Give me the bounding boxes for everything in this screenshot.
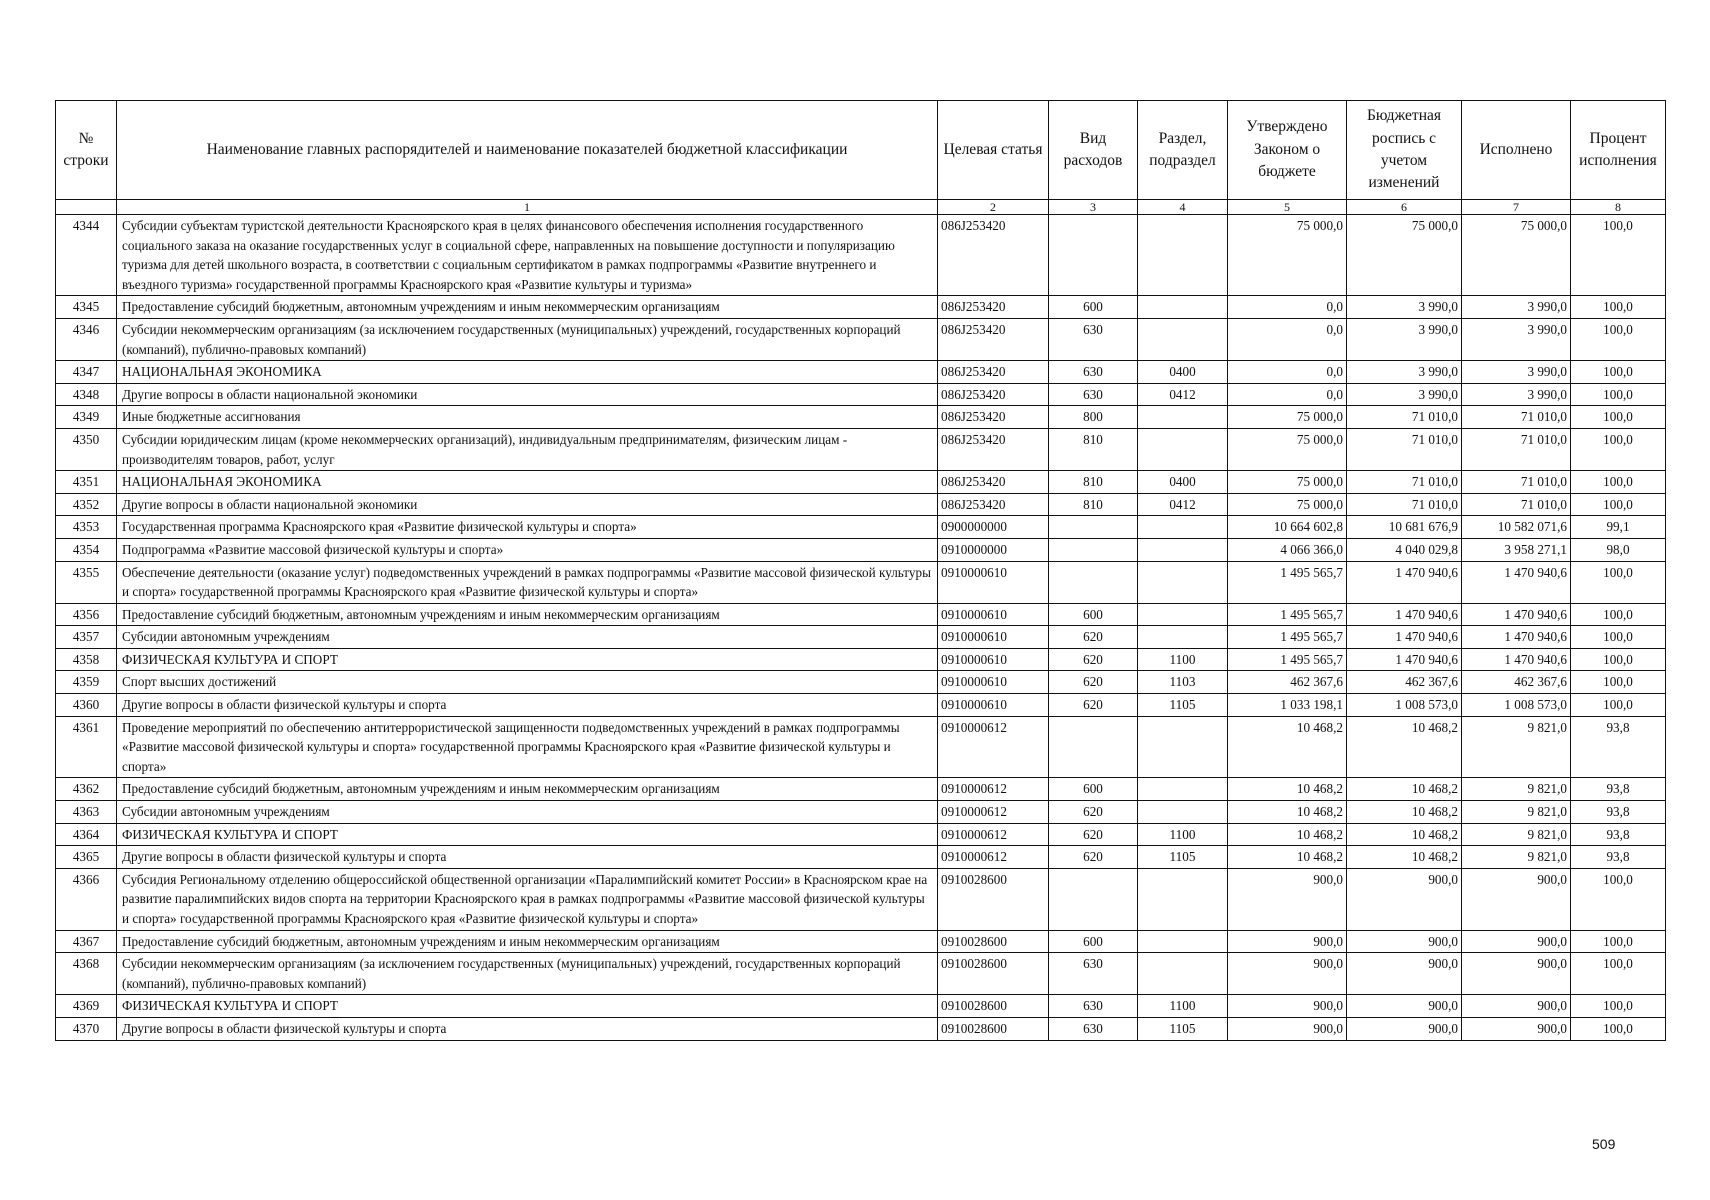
budget-list-cell: 10 468,2 (1347, 846, 1462, 869)
table-row (56, 516, 1666, 539)
column-number: 2 (938, 200, 1049, 215)
target-article-cell: 086J253420 (938, 318, 1049, 360)
expense-type-cell: 630 (1049, 318, 1138, 360)
row-name-cell: Субсидии юридическим лицам (кроме некоммерческих организаций), индивидуальным предпринимателям, физическим лицам - производителям товаров, работ, услуг (117, 428, 938, 470)
header-row (56, 101, 1666, 200)
approved-cell: 10 468,2 (1228, 778, 1347, 801)
budget-list-cell: 3 990,0 (1347, 296, 1462, 319)
approved-cell: 75 000,0 (1228, 428, 1347, 470)
section-cell (1138, 603, 1228, 626)
budget-list-cell: 71 010,0 (1347, 428, 1462, 470)
approved-cell: 900,0 (1228, 1017, 1347, 1040)
row-name-cell: Другие вопросы в области физической культуры и спорта (117, 1017, 938, 1040)
percent-cell: 93,8 (1571, 823, 1666, 846)
row-name-cell: НАЦИОНАЛЬНАЯ ЭКОНОМИКА (117, 361, 938, 384)
approved-cell: 0,0 (1228, 318, 1347, 360)
table-row (56, 538, 1666, 561)
executed-cell: 462 367,6 (1462, 671, 1571, 694)
target-article-cell: 0910000612 (938, 778, 1049, 801)
row-name-cell: Предоставление субсидий бюджетным, автономным учреждениям и иным некоммерческим организациям (117, 778, 938, 801)
section-cell (1138, 215, 1228, 296)
expense-type-cell: 630 (1049, 361, 1138, 384)
table-row (56, 846, 1666, 869)
row-number-cell: 4349 (56, 406, 117, 429)
executed-cell: 9 821,0 (1462, 778, 1571, 801)
table-row (56, 648, 1666, 671)
section-cell: 0412 (1138, 493, 1228, 516)
row-number-cell: 4353 (56, 516, 117, 539)
executed-cell: 10 582 071,6 (1462, 516, 1571, 539)
section-cell (1138, 716, 1228, 778)
column-number: 8 (1571, 200, 1666, 215)
budget-list-cell: 3 990,0 (1347, 361, 1462, 384)
expense-type-cell: 630 (1049, 383, 1138, 406)
approved-cell: 75 000,0 (1228, 471, 1347, 494)
executed-cell: 900,0 (1462, 868, 1571, 930)
header-row-number: № строки (56, 101, 117, 200)
column-number-row (56, 200, 1666, 215)
expense-type-cell: 600 (1049, 778, 1138, 801)
row-name-cell: Подпрограмма «Развитие массовой физической культуры и спорта» (117, 538, 938, 561)
table-row (56, 1017, 1666, 1040)
table-row (56, 671, 1666, 694)
header-expense-type: Вид расходов (1049, 101, 1138, 200)
section-cell (1138, 778, 1228, 801)
target-article-cell: 086J253420 (938, 428, 1049, 470)
row-name-cell: Обеспечение деятельности (оказание услуг) подведомственных учреждений в рамках подпрограммы «Развитие массовой физической культуры и спорта» государственной программы Красноярского края «Развитие физической культуры и спорта» (117, 561, 938, 603)
section-cell (1138, 516, 1228, 539)
target-article-cell: 0910000612 (938, 716, 1049, 778)
approved-cell: 1 495 565,7 (1228, 561, 1347, 603)
table-row (56, 493, 1666, 516)
budget-list-cell: 3 990,0 (1347, 383, 1462, 406)
target-article-cell: 0910028600 (938, 1017, 1049, 1040)
expense-type-cell (1049, 716, 1138, 778)
approved-cell: 10 468,2 (1228, 716, 1347, 778)
budget-list-cell: 10 468,2 (1347, 823, 1462, 846)
column-number (56, 200, 117, 215)
table-row (56, 318, 1666, 360)
budget-list-cell: 900,0 (1347, 868, 1462, 930)
executed-cell: 1 470 940,6 (1462, 603, 1571, 626)
target-article-cell: 086J253420 (938, 296, 1049, 319)
row-name-cell: Субсидии субъектам туристской деятельности Красноярского края в целях финансового обеспечения исполнения государственного социального заказа на оказание государственных услуг в социальной сфере, направленных на повышение доступности и популяризацию туризма для детей школьного возраста, в соответствии с социальным сертификатом в рамках подпрограммы «Развитие внутреннего и въездного туризма» государственной программы Красноярского края «Развитие культуры и туризма» (117, 215, 938, 296)
budget-list-cell: 1 470 940,6 (1347, 603, 1462, 626)
row-number-cell: 4350 (56, 428, 117, 470)
approved-cell: 10 664 602,8 (1228, 516, 1347, 539)
percent-cell: 100,0 (1571, 471, 1666, 494)
approved-cell: 10 468,2 (1228, 823, 1347, 846)
section-cell (1138, 953, 1228, 995)
budget-list-cell: 900,0 (1347, 995, 1462, 1018)
executed-cell: 3 990,0 (1462, 361, 1571, 384)
row-name-cell: Предоставление субсидий бюджетным, автономным учреждениям и иным некоммерческим организациям (117, 930, 938, 953)
approved-cell: 4 066 366,0 (1228, 538, 1347, 561)
expense-type-cell: 630 (1049, 995, 1138, 1018)
percent-cell: 100,0 (1571, 383, 1666, 406)
expense-type-cell (1049, 516, 1138, 539)
row-number-cell: 4347 (56, 361, 117, 384)
row-number-cell: 4355 (56, 561, 117, 603)
table-row (56, 930, 1666, 953)
row-name-cell: Субсидии некоммерческим организациям (за исключением государственных (муниципальных) учреждений, государственных корпораций (компаний), публично-правовых компаний) (117, 953, 938, 995)
target-article-cell: 0910000612 (938, 801, 1049, 824)
section-cell (1138, 626, 1228, 649)
section-cell (1138, 930, 1228, 953)
table-row (56, 296, 1666, 319)
expense-type-cell (1049, 215, 1138, 296)
header-executed: Исполнено (1462, 101, 1571, 200)
column-number: 4 (1138, 200, 1228, 215)
target-article-cell: 0910000610 (938, 603, 1049, 626)
budget-list-cell: 10 468,2 (1347, 778, 1462, 801)
row-name-cell: Субсидии некоммерческим организациям (за исключением государственных (муниципальных) учреждений, государственных корпораций (компаний), публично-правовых компаний) (117, 318, 938, 360)
approved-cell: 75 000,0 (1228, 493, 1347, 516)
approved-cell: 0,0 (1228, 361, 1347, 384)
row-number-cell: 4352 (56, 493, 117, 516)
budget-list-cell: 1 470 940,6 (1347, 626, 1462, 649)
row-number-cell: 4367 (56, 930, 117, 953)
section-cell (1138, 538, 1228, 561)
expense-type-cell: 630 (1049, 953, 1138, 995)
expense-type-cell: 620 (1049, 694, 1138, 717)
column-number: 5 (1228, 200, 1347, 215)
budget-list-cell: 10 468,2 (1347, 801, 1462, 824)
executed-cell: 3 990,0 (1462, 318, 1571, 360)
target-article-cell: 0910028600 (938, 953, 1049, 995)
row-name-cell: Другие вопросы в области физической культуры и спорта (117, 846, 938, 869)
executed-cell: 9 821,0 (1462, 801, 1571, 824)
executed-cell: 3 958 271,1 (1462, 538, 1571, 561)
section-cell: 1100 (1138, 995, 1228, 1018)
section-cell: 0412 (1138, 383, 1228, 406)
approved-cell: 10 468,2 (1228, 801, 1347, 824)
target-article-cell: 0910000000 (938, 538, 1049, 561)
percent-cell: 93,8 (1571, 778, 1666, 801)
row-name-cell: Другие вопросы в области национальной экономики (117, 383, 938, 406)
row-number-cell: 4346 (56, 318, 117, 360)
percent-cell: 100,0 (1571, 296, 1666, 319)
target-article-cell: 086J253420 (938, 383, 1049, 406)
section-cell: 0400 (1138, 361, 1228, 384)
row-name-cell: ФИЗИЧЕСКАЯ КУЛЬТУРА И СПОРТ (117, 995, 938, 1018)
row-name-cell: Предоставление субсидий бюджетным, автономным учреждениям и иным некоммерческим организациям (117, 603, 938, 626)
expense-type-cell: 620 (1049, 648, 1138, 671)
expense-type-cell: 620 (1049, 671, 1138, 694)
column-number: 1 (117, 200, 938, 215)
row-name-cell: Предоставление субсидий бюджетным, автономным учреждениям и иным некоммерческим организациям (117, 296, 938, 319)
budget-list-cell: 900,0 (1347, 930, 1462, 953)
header-section: Раздел, подраздел (1138, 101, 1228, 200)
target-article-cell: 086J253420 (938, 361, 1049, 384)
table-row (56, 778, 1666, 801)
header-target-article: Целевая статья (938, 101, 1049, 200)
target-article-cell: 0910000610 (938, 561, 1049, 603)
approved-cell: 462 367,6 (1228, 671, 1347, 694)
section-cell: 1100 (1138, 648, 1228, 671)
executed-cell: 900,0 (1462, 930, 1571, 953)
executed-cell: 1 008 573,0 (1462, 694, 1571, 717)
percent-cell: 93,8 (1571, 716, 1666, 778)
executed-cell: 71 010,0 (1462, 406, 1571, 429)
percent-cell: 100,0 (1571, 626, 1666, 649)
row-name-cell: ФИЗИЧЕСКАЯ КУЛЬТУРА И СПОРТ (117, 648, 938, 671)
row-name-cell: Субсидия Региональному отделению общероссийской общественной организации «Паралимпийский комитет России» в Красноярском крае на развитие паралимпийских видов спорта на территории Красноярского края в рамках подпрограммы «Развитие массовой физической культуры и спорта» государственной программы Красноярского края «Развитие физической культуры и спорта» (117, 868, 938, 930)
target-article-cell: 0910028600 (938, 930, 1049, 953)
executed-cell: 900,0 (1462, 1017, 1571, 1040)
row-number-cell: 4370 (56, 1017, 117, 1040)
percent-cell: 100,0 (1571, 215, 1666, 296)
executed-cell: 1 470 940,6 (1462, 626, 1571, 649)
expense-type-cell (1049, 561, 1138, 603)
table-row (56, 995, 1666, 1018)
target-article-cell: 0910000610 (938, 694, 1049, 717)
percent-cell: 100,0 (1571, 671, 1666, 694)
section-cell (1138, 406, 1228, 429)
executed-cell: 71 010,0 (1462, 471, 1571, 494)
row-number-cell: 4362 (56, 778, 117, 801)
percent-cell: 100,0 (1571, 868, 1666, 930)
row-name-cell: НАЦИОНАЛЬНАЯ ЭКОНОМИКА (117, 471, 938, 494)
section-cell (1138, 868, 1228, 930)
budget-table-container (55, 100, 1665, 1041)
row-name-cell: ФИЗИЧЕСКАЯ КУЛЬТУРА И СПОРТ (117, 823, 938, 846)
row-number-cell: 4361 (56, 716, 117, 778)
section-cell: 1105 (1138, 694, 1228, 717)
expense-type-cell: 620 (1049, 846, 1138, 869)
approved-cell: 1 495 565,7 (1228, 603, 1347, 626)
executed-cell: 9 821,0 (1462, 846, 1571, 869)
approved-cell: 900,0 (1228, 868, 1347, 930)
budget-execution-table (55, 100, 1666, 1041)
budget-list-cell: 4 040 029,8 (1347, 538, 1462, 561)
row-name-cell: Другие вопросы в области национальной экономики (117, 493, 938, 516)
budget-list-cell: 900,0 (1347, 1017, 1462, 1040)
expense-type-cell: 620 (1049, 801, 1138, 824)
section-cell (1138, 428, 1228, 470)
approved-cell: 0,0 (1228, 383, 1347, 406)
section-cell (1138, 561, 1228, 603)
target-article-cell: 0910000612 (938, 823, 1049, 846)
target-article-cell: 0910000610 (938, 626, 1049, 649)
column-number: 3 (1049, 200, 1138, 215)
budget-list-cell: 71 010,0 (1347, 471, 1462, 494)
budget-list-cell: 10 681 676,9 (1347, 516, 1462, 539)
header-name: Наименование главных распорядителей и наименование показателей бюджетной классификации (117, 101, 938, 200)
column-number: 7 (1462, 200, 1571, 215)
row-number-cell: 4363 (56, 801, 117, 824)
executed-cell: 1 470 940,6 (1462, 648, 1571, 671)
section-cell (1138, 296, 1228, 319)
approved-cell: 900,0 (1228, 953, 1347, 995)
expense-type-cell (1049, 868, 1138, 930)
row-number-cell: 4354 (56, 538, 117, 561)
percent-cell: 100,0 (1571, 930, 1666, 953)
expense-type-cell: 600 (1049, 296, 1138, 319)
percent-cell: 100,0 (1571, 603, 1666, 626)
budget-list-cell: 1 470 940,6 (1347, 648, 1462, 671)
row-number-cell: 4348 (56, 383, 117, 406)
percent-cell: 100,0 (1571, 361, 1666, 384)
executed-cell: 9 821,0 (1462, 716, 1571, 778)
budget-list-cell: 462 367,6 (1347, 671, 1462, 694)
row-number-cell: 4357 (56, 626, 117, 649)
expense-type-cell: 600 (1049, 603, 1138, 626)
approved-cell: 1 495 565,7 (1228, 648, 1347, 671)
row-number-cell: 4369 (56, 995, 117, 1018)
row-number-cell: 4344 (56, 215, 117, 296)
table-row (56, 561, 1666, 603)
executed-cell: 75 000,0 (1462, 215, 1571, 296)
row-name-cell: Государственная программа Красноярского края «Развитие физической культуры и спорта» (117, 516, 938, 539)
table-row (56, 471, 1666, 494)
budget-list-cell: 1 470 940,6 (1347, 561, 1462, 603)
row-number-cell: 4359 (56, 671, 117, 694)
row-number-cell: 4364 (56, 823, 117, 846)
percent-cell: 100,0 (1571, 428, 1666, 470)
expense-type-cell (1049, 538, 1138, 561)
header-percent: Процент исполнения (1571, 101, 1666, 200)
expense-type-cell: 620 (1049, 626, 1138, 649)
row-number-cell: 4368 (56, 953, 117, 995)
target-article-cell: 086J253420 (938, 406, 1049, 429)
budget-list-cell: 71 010,0 (1347, 493, 1462, 516)
section-cell: 1105 (1138, 846, 1228, 869)
table-row (56, 868, 1666, 930)
section-cell: 1100 (1138, 823, 1228, 846)
executed-cell: 71 010,0 (1462, 428, 1571, 470)
row-number-cell: 4356 (56, 603, 117, 626)
budget-list-cell: 1 008 573,0 (1347, 694, 1462, 717)
expense-type-cell: 600 (1049, 930, 1138, 953)
row-name-cell: Субсидии автономным учреждениям (117, 626, 938, 649)
table-body (56, 215, 1666, 1041)
approved-cell: 10 468,2 (1228, 846, 1347, 869)
expense-type-cell: 630 (1049, 1017, 1138, 1040)
page-number: 509 (1592, 1136, 1616, 1152)
expense-type-cell: 810 (1049, 471, 1138, 494)
row-number-cell: 4345 (56, 296, 117, 319)
percent-cell: 93,8 (1571, 846, 1666, 869)
table-row (56, 428, 1666, 470)
target-article-cell: 0910000610 (938, 648, 1049, 671)
budget-list-cell: 10 468,2 (1347, 716, 1462, 778)
table-row (56, 383, 1666, 406)
percent-cell: 93,8 (1571, 801, 1666, 824)
budget-list-cell: 900,0 (1347, 953, 1462, 995)
section-cell (1138, 801, 1228, 824)
expense-type-cell: 800 (1049, 406, 1138, 429)
row-name-cell: Другие вопросы в области физической культуры и спорта (117, 694, 938, 717)
percent-cell: 98,0 (1571, 538, 1666, 561)
table-row (56, 801, 1666, 824)
table-row (56, 694, 1666, 717)
executed-cell: 900,0 (1462, 995, 1571, 1018)
percent-cell: 100,0 (1571, 648, 1666, 671)
executed-cell: 3 990,0 (1462, 296, 1571, 319)
row-name-cell: Проведение мероприятий по обеспечению антитеррористической защищенности подведомственных учреждений в рамках подпрограммы «Развитие массовой физической культуры и спорта» государственной программы Красноярского края «Развитие физической культуры и спорта» (117, 716, 938, 778)
approved-cell: 75 000,0 (1228, 406, 1347, 429)
row-name-cell: Иные бюджетные ассигнования (117, 406, 938, 429)
target-article-cell: 0900000000 (938, 516, 1049, 539)
row-number-cell: 4365 (56, 846, 117, 869)
target-article-cell: 0910000610 (938, 671, 1049, 694)
target-article-cell: 086J253420 (938, 493, 1049, 516)
executed-cell: 9 821,0 (1462, 823, 1571, 846)
row-number-cell: 4351 (56, 471, 117, 494)
budget-list-cell: 75 000,0 (1347, 215, 1462, 296)
row-number-cell: 4360 (56, 694, 117, 717)
approved-cell: 1 495 565,7 (1228, 626, 1347, 649)
expense-type-cell: 620 (1049, 823, 1138, 846)
row-name-cell: Субсидии автономным учреждениям (117, 801, 938, 824)
row-number-cell: 4358 (56, 648, 117, 671)
header-budget-list: Бюджетная роспись с учетом изменений (1347, 101, 1462, 200)
table-row (56, 406, 1666, 429)
percent-cell: 100,0 (1571, 995, 1666, 1018)
percent-cell: 99,1 (1571, 516, 1666, 539)
row-number-cell: 4366 (56, 868, 117, 930)
target-article-cell: 086J253420 (938, 215, 1049, 296)
table-row (56, 361, 1666, 384)
percent-cell: 100,0 (1571, 694, 1666, 717)
table-row (56, 716, 1666, 778)
budget-list-cell: 3 990,0 (1347, 318, 1462, 360)
section-cell: 1105 (1138, 1017, 1228, 1040)
section-cell (1138, 318, 1228, 360)
approved-cell: 0,0 (1228, 296, 1347, 319)
percent-cell: 100,0 (1571, 406, 1666, 429)
percent-cell: 100,0 (1571, 493, 1666, 516)
approved-cell: 1 033 198,1 (1228, 694, 1347, 717)
expense-type-cell: 810 (1049, 493, 1138, 516)
executed-cell: 71 010,0 (1462, 493, 1571, 516)
percent-cell: 100,0 (1571, 561, 1666, 603)
row-name-cell: Спорт высших достижений (117, 671, 938, 694)
target-article-cell: 0910000612 (938, 846, 1049, 869)
executed-cell: 3 990,0 (1462, 383, 1571, 406)
target-article-cell: 0910028600 (938, 995, 1049, 1018)
table-row (56, 953, 1666, 995)
section-cell: 1103 (1138, 671, 1228, 694)
expense-type-cell: 810 (1049, 428, 1138, 470)
percent-cell: 100,0 (1571, 953, 1666, 995)
table-row (56, 603, 1666, 626)
percent-cell: 100,0 (1571, 1017, 1666, 1040)
table-row (56, 215, 1666, 296)
executed-cell: 1 470 940,6 (1462, 561, 1571, 603)
target-article-cell: 0910028600 (938, 868, 1049, 930)
approved-cell: 75 000,0 (1228, 215, 1347, 296)
table-row (56, 823, 1666, 846)
percent-cell: 100,0 (1571, 318, 1666, 360)
approved-cell: 900,0 (1228, 930, 1347, 953)
budget-list-cell: 71 010,0 (1347, 406, 1462, 429)
target-article-cell: 086J253420 (938, 471, 1049, 494)
executed-cell: 900,0 (1462, 953, 1571, 995)
column-number: 6 (1347, 200, 1462, 215)
approved-cell: 900,0 (1228, 995, 1347, 1018)
header-approved: Утверждено Законом о бюджете (1228, 101, 1347, 200)
section-cell: 0400 (1138, 471, 1228, 494)
table-row (56, 626, 1666, 649)
